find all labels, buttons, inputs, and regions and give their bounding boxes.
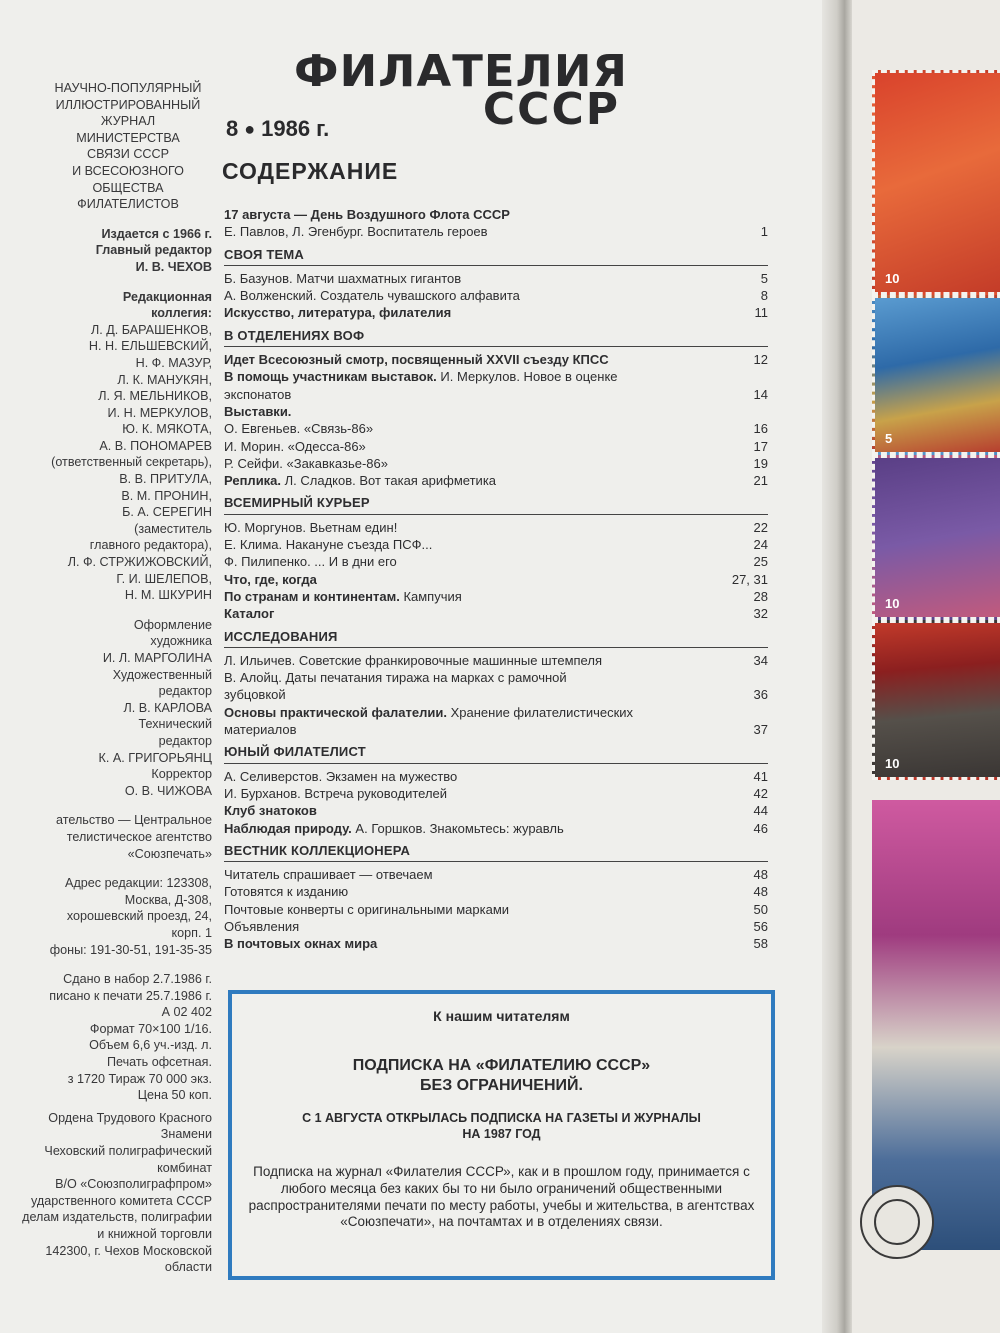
toc-entry-title: Наблюдая природу. А. Горшков. Знакомьтесь: журавль [224, 820, 564, 836]
toc-entry [224, 686, 768, 703]
board-member: Л. К. МАНУКЯН, [117, 372, 212, 387]
toc-entry-title: В почтовых окнах мира [224, 936, 378, 952]
journal-description: ФИЛАТЕЛИСТОВ [77, 197, 179, 212]
journal-description: СВЯЗИ СССР [86, 147, 169, 162]
toc-entry-title: Б. Базунов. Матчи шахматных гигантов [224, 270, 462, 286]
toc-entry-title: 17 августа — День Воздушного Флота СССР [224, 207, 510, 222]
board-member: Г. И. ШЕЛЕПОВ, [116, 571, 212, 586]
toc-entry [224, 368, 768, 385]
stamp-value: 10 [885, 756, 900, 771]
toc-entry [224, 704, 768, 721]
printer-line: ударственного комитета СССР [31, 1193, 212, 1208]
board-member: Л. Я. МЕЛЬНИКОВ, [98, 389, 212, 404]
section-rule [224, 265, 768, 266]
toc-entry [224, 403, 768, 420]
toc-entry [224, 652, 768, 669]
toc-page-number: 56 [753, 918, 768, 934]
stamp-value: 10 [885, 271, 900, 286]
stamp-image [872, 455, 1000, 620]
notice-heading: К нашим читателям [433, 1008, 570, 1024]
print-info-line: Объем 6,6 уч.-изд. л. [89, 1038, 212, 1053]
toc-entry [224, 519, 768, 536]
journal-description: ОБЩЕСТВА [92, 180, 164, 195]
printer-line: Чеховский полиграфический [44, 1144, 212, 1159]
address-line: фоны: 191-30-51, 191-35-35 [49, 942, 212, 957]
toc-entry-title: И. Бурханов. Встреча руководителей [224, 785, 448, 801]
toc-page-number: 1 [760, 224, 768, 240]
toc-entry-title: Основы практической фалателии. Хранение филателистических [224, 704, 634, 720]
staff-line: Л. В. КАРЛОВА [123, 700, 212, 715]
toc-entry-title: О. Евгеньев. «Связь-86» [224, 421, 374, 437]
section-rule [224, 647, 768, 648]
toc-entry-title: Объявления [224, 918, 300, 934]
toc-page-number: 8 [760, 288, 768, 304]
printer-line: области [164, 1260, 212, 1275]
chief-editor-name: И. В. ЧЕХОВ [135, 259, 212, 274]
board-member: Л. Ф. СТРЖИЖОВСКИЙ, [67, 555, 212, 570]
board-member: Ю. К. МЯКОТА, [122, 422, 212, 437]
toc-page-number: 50 [753, 901, 768, 917]
toc-page-number: 24 [753, 537, 768, 553]
masthead-title: ФИЛАТЕЛИЯ [294, 46, 628, 97]
toc-entry [224, 768, 768, 785]
toc-entry [224, 438, 768, 455]
printer-line: 142300, г. Чехов Московской [45, 1243, 212, 1258]
address-line: Адрес редакции: 123308, [65, 876, 212, 891]
toc-entry [224, 304, 768, 321]
toc-page-number: 21 [753, 473, 768, 489]
printer-line: В/О «Союзполиграфпром» [55, 1177, 212, 1192]
section-rule [224, 861, 768, 862]
board-member: Н. М. ШКУРИН [124, 588, 212, 603]
toc-entry [224, 820, 768, 837]
toc-entry-title: Читатель спрашивает — отвечаем [224, 867, 433, 883]
toc-entry [224, 351, 768, 368]
toc-entry-title: зубцовкой [224, 687, 286, 703]
stamp-value: 5 [885, 431, 893, 446]
journal-description: ИЛЛЮСТРИРОВАННЫЙ [55, 97, 201, 112]
staff-line: Художественный [112, 667, 212, 682]
board-title: Редакционная [122, 289, 212, 304]
toc-page-number: 37 [753, 722, 768, 738]
printer-line: Знамени [160, 1127, 212, 1142]
toc-entry-title: Реплика. Л. Сладков. Вот такая арифметика [224, 473, 497, 489]
toc-entry [224, 553, 768, 570]
toc-entry-title: Что, где, когда [224, 571, 317, 587]
toc-entry-title: Е. Клима. Накануне съезда ПСФ... [224, 537, 433, 553]
toc-entry-title: Почтовые конверты с оригинальными марками [224, 901, 510, 917]
table-of-contents [224, 206, 768, 953]
stamp-image [872, 620, 1000, 780]
staff-line: И. Л. МАРГОЛИНА [102, 651, 212, 665]
toc-entry [224, 605, 768, 622]
staff-line: редактор [158, 684, 212, 699]
toc-entry [224, 455, 768, 472]
address-line: Москва, Д-308, [124, 892, 212, 907]
journal-description: МИНИСТЕРСТВА [76, 130, 180, 145]
toc-entry [224, 223, 768, 240]
print-info-line: Формат 70×100 1/16. [89, 1021, 212, 1036]
printer-line: Ордена Трудового Красного [48, 1110, 212, 1125]
subscription-notice [228, 990, 775, 1280]
stamp-block-image [872, 800, 1000, 1250]
toc-entry-title: экспонатов [224, 386, 292, 402]
board-member: В. М. ПРОНИН, [121, 488, 212, 503]
toc-entry [224, 472, 768, 489]
toc-entry-title: Готовятся к изданию [224, 884, 349, 900]
toc-entry-title: материалов [224, 722, 297, 738]
toc-entry-title: А. Селиверстов. Экзамен на мужество [224, 768, 458, 784]
address-line: корп. 1 [171, 925, 212, 940]
board-member: Б. А. СЕРЕГИН [122, 505, 212, 520]
toc-entry [224, 918, 768, 935]
toc-entry-title: Ю. Моргунов. Вьетнам един! [224, 519, 398, 535]
toc-page-number: 58 [753, 936, 768, 952]
publisher-line: ательство — Центральное [56, 813, 212, 828]
printer-line: делам издательств, полиграфии [22, 1210, 212, 1225]
toc-entry-title: Л. Ильичев. Советские франкировочные машинные штемпеля [224, 652, 602, 668]
toc-entry [224, 420, 768, 437]
print-info-line: Печать офсетная. [106, 1055, 212, 1070]
journal-description: И ВСЕСОЮЗНОГО [72, 163, 184, 178]
publisher-line: телистическое агентство [66, 829, 212, 844]
toc-entry-title: Е. Павлов, Л. Эгенбург. Воспитатель героев [224, 224, 488, 240]
notice-title: ПОДПИСКА НА «ФИЛАТЕЛИЮ СССР» БЕЗ ОГРАНИЧЕНИЙ. [352, 1057, 651, 1094]
journal-description: НАУЧНО-ПОПУЛЯРНЫЙ [54, 81, 202, 95]
toc-page-number: 5 [760, 270, 768, 286]
toc-entry [224, 802, 768, 819]
toc-page-number: 48 [753, 884, 768, 900]
toc-entry [224, 721, 768, 738]
toc-page-number: 22 [753, 519, 768, 535]
imprint-column [0, 80, 212, 1276]
toc-entry [224, 270, 768, 287]
toc-page-number: 11 [754, 305, 768, 321]
print-info-line: писано к печати 25.7.1986 г. [49, 988, 212, 1003]
printer-line: комбинат [157, 1160, 212, 1175]
board-member: Н. Ф. МАЗУР, [135, 355, 212, 370]
toc-entry-title: И. Морин. «Одесса-86» [224, 438, 366, 454]
toc-entry-title: По странам и континентам. Кампучия [224, 588, 462, 604]
toc-page-number: 28 [753, 588, 768, 604]
print-info-line: А 02 402 [161, 1005, 212, 1020]
section-rule [224, 763, 768, 764]
toc-entry [224, 571, 768, 588]
toc-entry-title: Идет Всесоюзный смотр, посвященный XXVII съезду КПСС [224, 352, 609, 368]
address-line: хорошевский проезд, 24, [66, 909, 212, 924]
publisher-line: «Союзпечать» [127, 846, 212, 861]
published-since: Издается с 1966 г. [101, 226, 212, 241]
toc-entry [224, 536, 768, 553]
print-info-line: Сдано в набор 2.7.1986 г. [63, 972, 212, 987]
toc-entry [224, 287, 768, 304]
toc-page-number: 44 [753, 803, 768, 819]
toc-entry [224, 386, 768, 403]
board-member: А. В. ПОНОМАРЕВ [99, 438, 212, 453]
toc-page-number: 19 [753, 455, 768, 471]
toc-section-heading: ВЕСТНИК КОЛЛЕКЦИОНЕРА [224, 842, 411, 858]
toc-entry-title: В. Алойц. Даты печатания тиража на марках с рамочной [224, 670, 567, 686]
toc-entry-title: Выставки. [224, 403, 292, 419]
chief-editor-title: Главный редактор [95, 243, 212, 258]
toc-entry [224, 206, 768, 223]
toc-entry [224, 866, 768, 883]
toc-page-number: 12 [753, 352, 768, 368]
stamp-image [872, 70, 1000, 295]
section-rule [224, 514, 768, 515]
printer-line: и книжной торговли [97, 1227, 212, 1241]
toc-section-heading: ИССЛЕДОВАНИЯ [224, 628, 338, 644]
staff-line: Оформление [133, 617, 212, 632]
toc-page-number: 42 [753, 785, 768, 801]
philately-emblem-icon [860, 1185, 934, 1259]
toc-page-number: 34 [753, 652, 768, 668]
toc-page-number: 25 [753, 554, 768, 570]
toc-entry-title: Искусство, литература, филателия [224, 305, 452, 321]
staff-line: Корректор [151, 767, 212, 782]
contents-heading: СОДЕРЖАНИЕ [222, 158, 399, 184]
board-member: В. В. ПРИТУЛА, [119, 472, 212, 487]
masthead-subtitle: СССР [482, 84, 620, 135]
toc-page-number: 27, 31 [731, 571, 768, 587]
toc-entry [224, 669, 768, 686]
notice-body: Подписка на журнал «Филателия СССР», как и в прошлом году, принимается с любого месяца без каких бы то ни было ограничений общественными распространителями печати по месту работы, учебы и жительства, в агентствах «Союзпечати», на почтамтах и в отделениях связи. [248, 1164, 755, 1230]
toc-entry-title: В помощь участникам выставок. И. Меркулов. Новое в оценке [224, 369, 618, 385]
toc-entry [224, 901, 768, 918]
stamp-value: 10 [885, 596, 900, 611]
toc-entry [224, 785, 768, 802]
board-title: коллегия: [151, 306, 212, 321]
toc-entry-title: А. Волженский. Создатель чувашского алфавита [224, 288, 520, 304]
staff-line: К. А. ГРИГОРЬЯНЦ [98, 750, 212, 765]
toc-section-heading: В ОТДЕЛЕНИЯХ ВОФ [224, 327, 365, 343]
toc-entry-title: Ф. Пилипенко. ... И в дни его [224, 554, 397, 570]
toc-section-heading: СВОЯ ТЕМА [224, 246, 304, 262]
toc-entry [224, 935, 768, 952]
toc-entry-title: Р. Сейфи. «Закавказье-86» [224, 455, 388, 471]
page-gutter [822, 0, 852, 1333]
toc-entry [224, 588, 768, 605]
board-member: И. Н. МЕРКУЛОВ, [107, 405, 212, 420]
toc-page-number: 36 [753, 687, 768, 703]
toc-page-number: 17 [753, 438, 768, 454]
toc-page-number: 16 [753, 421, 768, 437]
toc-page-number: 41 [753, 768, 768, 784]
toc-section-heading: ЮНЫЙ ФИЛАТЕЛИСТ [224, 744, 366, 760]
stamp-image [872, 295, 1000, 455]
board-member: (ответственный секретарь), [51, 455, 212, 470]
toc-section-heading: ВСЕМИРНЫЙ КУРЬЕР [224, 495, 370, 511]
notice-subtitle: С 1 АВГУСТА ОТКРЫЛАСЬ ПОДПИСКА НА ГАЗЕТЫ И ЖУРНАЛЫ НА 1987 ГОД [302, 1111, 701, 1141]
toc-entry-title: Каталог [224, 606, 275, 622]
staff-line: художника [150, 634, 212, 649]
board-member: (заместитель [134, 521, 212, 536]
toc-page-number: 48 [753, 867, 768, 883]
staff-line: Технический [138, 717, 212, 732]
toc-page-number: 46 [753, 820, 768, 836]
board-member: Н. Н. ЕЛЬШЕВСКИЙ, [88, 339, 212, 354]
issue-number: 8 ● 1986 г. [226, 116, 330, 141]
toc-page-number: 32 [753, 606, 768, 622]
print-info-line: Цена 50 коп. [137, 1088, 212, 1103]
toc-entry [224, 883, 768, 900]
staff-line: редактор [158, 733, 212, 748]
journal-description: ЖУРНАЛ [100, 114, 156, 129]
print-info-line: з 1720 Тираж 70 000 экз. [67, 1071, 212, 1086]
staff-line: О. В. ЧИЖОВА [124, 783, 212, 798]
toc-entry-title: Клуб знатоков [224, 803, 317, 819]
section-rule [224, 346, 768, 347]
board-member: Л. Д. БАРАШЕНКОВ, [90, 322, 212, 337]
toc-page-number: 14 [753, 386, 768, 402]
board-member: главного редактора), [89, 538, 212, 553]
